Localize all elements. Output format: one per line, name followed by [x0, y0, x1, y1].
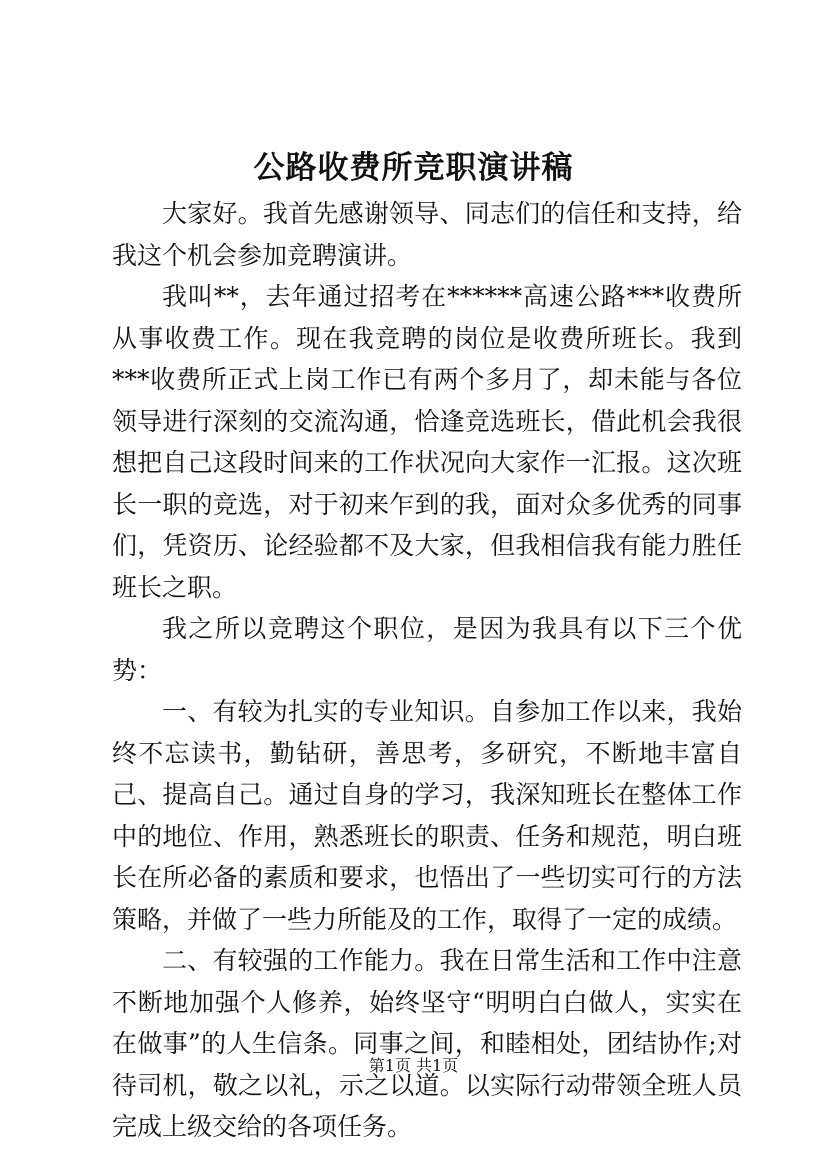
- paragraph-introduction: 我叫**，去年通过招考在******高速公路***收费所从事收费工作。现在我竞聘的岗位是收费所班长。我到***收费所正式上岗工作已有两个多月了，却未能与各位领导进行深刻的交流沟通，恰逢竞选班长，借此机会我很想把自己这段时间来的工作状况向大家作一汇报。这次班长一职的竞选，对于初来乍到的我，面对众多优秀的同事们，凭资历、论经验都不及大家，但我相信我有能力胜任班长之职。: [112, 282, 742, 602]
- paragraph-greeting: 大家好。我首先感谢领导、同志们的信任和支持，给我这个机会参加竞聘演讲。: [112, 199, 742, 270]
- document-body: [112, 193, 742, 1148]
- paragraph-advantages-intro: 我之所以竞聘这个职位，是因为我具有以下三个优势：: [112, 614, 742, 685]
- page-footer: 第1页 共1页: [368, 1056, 459, 1075]
- paragraph-advantage-one: 一、有较为扎实的专业知识。自参加工作以来，我始终不忘读书，勤钻研，善思考，多研究，不断地丰富自己、提高自己。通过自身的学习，我深知班长在整体工作中的地位、作用，熟悉班长的职责、任务和规范，明白班长在所必备的素质和要求，也悟出了一些切实可行的方法策略，并做了一些力所能及的工作，取得了一定的成绩。: [112, 697, 742, 934]
- paragraph-advantage-two: 二、有较强的工作能力。我在日常生活和工作中注意不断地加强个人修养，始终坚守“明明白白做人，实实在在做事”的人生信条。同事之间，和睦相处，团结协作;对待司机，敬之以礼，示之以道。以实际行动带领全班人员完成上级交给的各项任务。: [112, 946, 742, 1141]
- document-title: 公路收费所竞职演讲稿: [253, 150, 574, 186]
